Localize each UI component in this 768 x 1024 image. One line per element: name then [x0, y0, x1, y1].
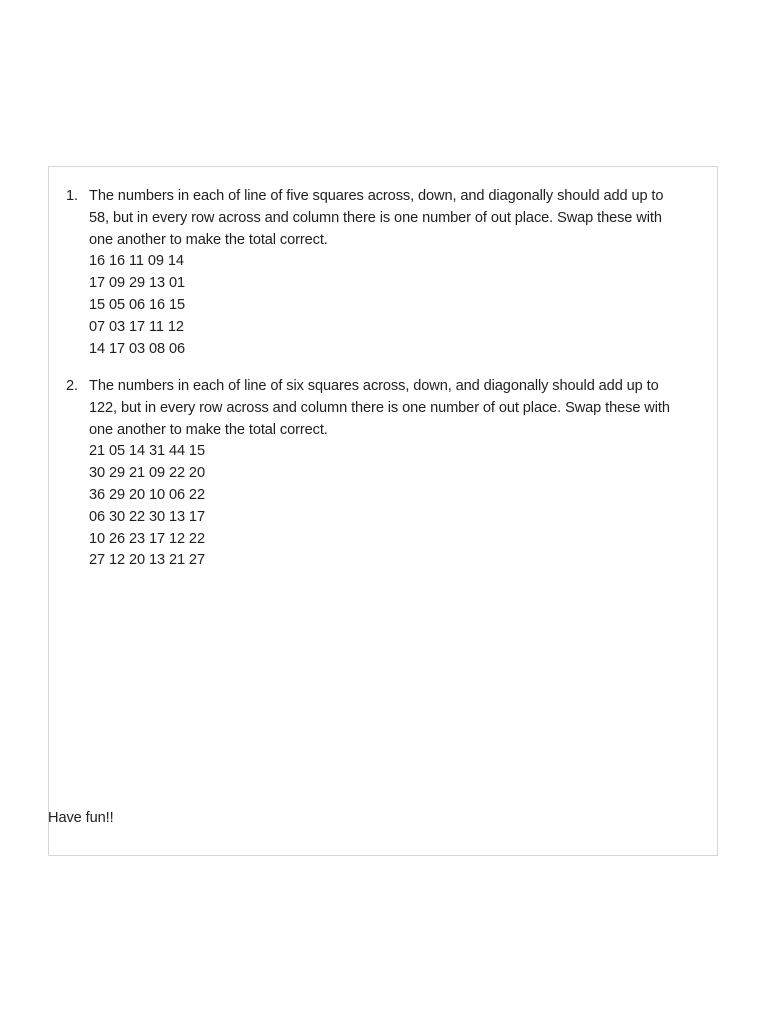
- instruction-line: one another to make the total correct.: [89, 231, 328, 248]
- puzzle-body: [89, 376, 670, 572]
- instruction-line: The numbers in each of line of six squares across, down, and diagonally should add up to: [89, 378, 659, 394]
- grid-row: 07 03 17 11 12: [89, 318, 184, 335]
- grid-row: 21 05 14 31 44 15: [89, 443, 205, 460]
- closing-note: Have fun!!: [48, 810, 114, 826]
- grid-row: 36 29 20 10 06 22: [89, 486, 205, 503]
- grid-row: 06 30 22 30 13 17: [89, 508, 205, 525]
- puzzle-number: 2.: [66, 378, 78, 394]
- instruction-line: one another to make the total correct.: [89, 421, 328, 438]
- grid-row: 10 26 23 17 12 22: [89, 530, 205, 547]
- grid-row: 17 09 29 13 01: [89, 275, 185, 292]
- instruction-line: The numbers in each of line of five squares across, down, and diagonally should add up to: [89, 188, 664, 204]
- grid-row: 30 29 21 09 22 20: [89, 465, 205, 482]
- instruction-line: 122, but in every row across and column there is one number of out place. Swap these with: [89, 399, 670, 416]
- grid-row: 14 17 03 08 06: [89, 340, 185, 357]
- grid-row: 16 16 11 09 14: [89, 253, 184, 270]
- puzzle-number: 1.: [66, 188, 78, 204]
- puzzle-body: [89, 186, 663, 360]
- grid-row: 15 05 06 16 15: [89, 296, 185, 313]
- instruction-line: 58, but in every row across and column there is one number of out place. Swap these with: [89, 209, 662, 226]
- grid-row: 27 12 20 13 21 27: [89, 552, 205, 569]
